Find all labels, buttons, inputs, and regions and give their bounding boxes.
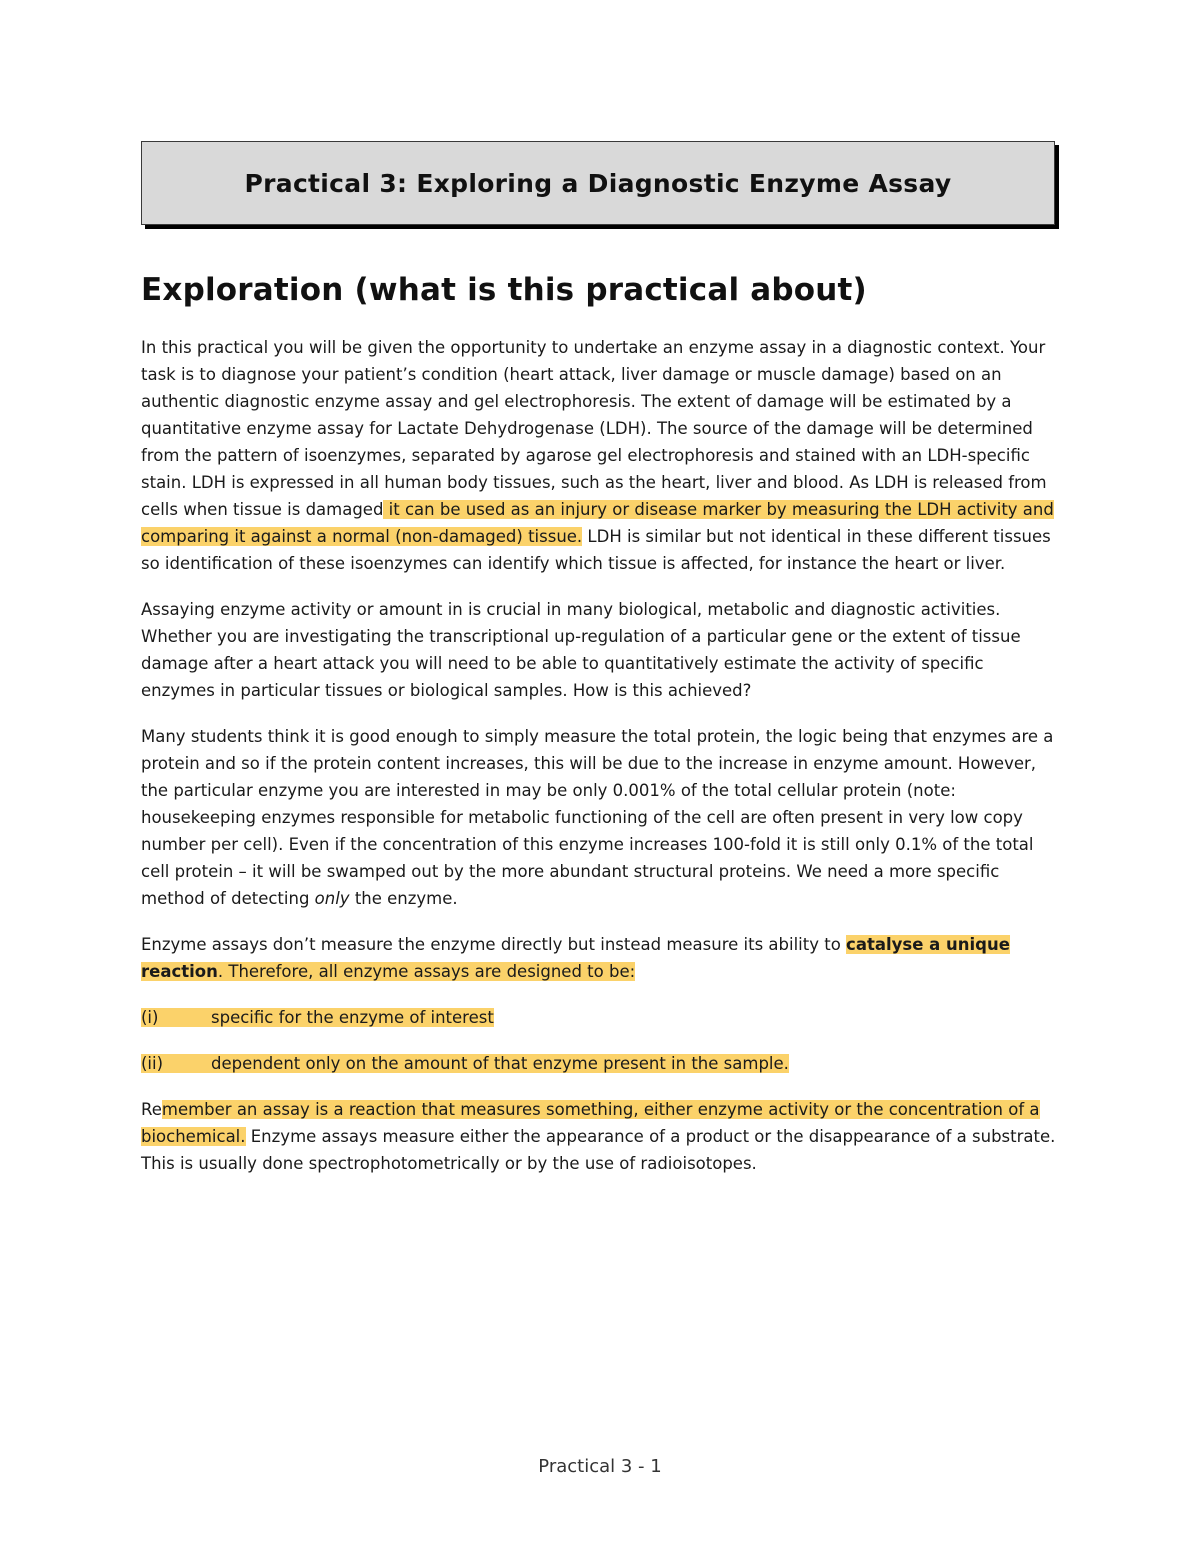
emphasis-text: only xyxy=(314,889,350,908)
page-footer: Practical 3 - 1 xyxy=(538,1456,662,1477)
paragraph-enzyme-assays: Enzyme assays don’t measure the enzyme directly but instead measure its ability to catalyse a unique reaction. Therefore, all enzyme assays are designed to be: xyxy=(141,935,1010,981)
highlighted-text: member an assay is a reaction that measures something, either enzyme activity or the concentration of a biochemical. xyxy=(141,1100,1040,1146)
document-title: Practical 3: Exploring a Diagnostic Enzyme Assay xyxy=(244,168,952,198)
paragraph-remember: Remember an assay is a reaction that measures something, either enzyme activity or the concentration of a biochemical. Enzyme assays measure either the appearance of a product or the disappearance of a substrate. This is usually done spectrophotometrically or by the use of radioisotopes. xyxy=(141,1100,1056,1173)
paragraph-assaying: Assaying enzyme activity or amount in is crucial in many biological, metabolic and diagnostic activities. Whether you are investigating the transcriptional up-regulation of a particular gene or the extent of tissue damage after a heart attack you will need to be able to quantitatively estimate the activity of specific enzymes in particular tissues or biological samples. How is this achieved? xyxy=(141,600,1021,700)
highlighted-text: . Therefore, all enzyme assays are designed to be: xyxy=(217,962,636,981)
list-item-number: (ii) xyxy=(141,1054,164,1073)
title-box xyxy=(141,141,1055,225)
list-item-number: (i) xyxy=(141,1008,159,1027)
list-item xyxy=(141,1004,1059,1031)
section-heading: Exploration (what is this practical about) xyxy=(141,272,867,308)
list-item-text: specific for the enzyme of interest xyxy=(211,1008,494,1027)
bold-highlighted-text: catalyse a unique reaction xyxy=(141,935,1010,981)
paragraph-intro: In this practical you will be given the opportunity to undertake an enzyme assay in a diagnostic context. Your task is to diagnose your patient’s condition (heart attack, liver damage or muscle damage) based on an authentic diagnostic enzyme assay and gel electrophoresis. The extent of damage will be estimated by a quantitative enzyme assay for Lactate Dehydrogenase (LDH). The source of the damage will be determined from the pattern of isoenzymes, separated by agarose gel electrophoresis and stained with an LDH-specific stain. LDH is expressed in all human body tissues, such as the heart, liver and blood. As LDH is released from cells when tissue is damaged it can be used as an injury or disease marker by measuring the LDH activity and comparing it against a normal (non-damaged) tissue. LDH is similar but not identical in these different tissues so identification of these isoenzymes can identify which tissue is affected, for instance the heart or liver. xyxy=(141,338,1054,573)
list-item xyxy=(141,1050,1059,1077)
paragraph-total-protein: Many students think it is good enough to simply measure the total protein, the logic being that enzymes are a protein and so if the protein content increases, this will be due to the increase in enzyme amount. However, the particular enzyme you are interested in may be only 0.001% of the total cellular protein (note: housekeeping enzymes responsible for metabolic functioning of the cell are often present in very low copy number per cell). Even if the concentration of this enzyme increases 100-fold it is still only 0.1% of the total cell protein – it will be swamped out by the more abundant structural proteins. We need a more specific method of detecting only the enzyme. xyxy=(141,727,1054,908)
list-item-text: dependent only on the amount of that enzyme present in the sample. xyxy=(211,1054,789,1073)
body-content xyxy=(141,334,1059,1196)
highlighted-text: it can be used as an injury or disease marker by measuring the LDH activity and comparing it against a normal (non-damaged) tissue. xyxy=(141,500,1054,546)
